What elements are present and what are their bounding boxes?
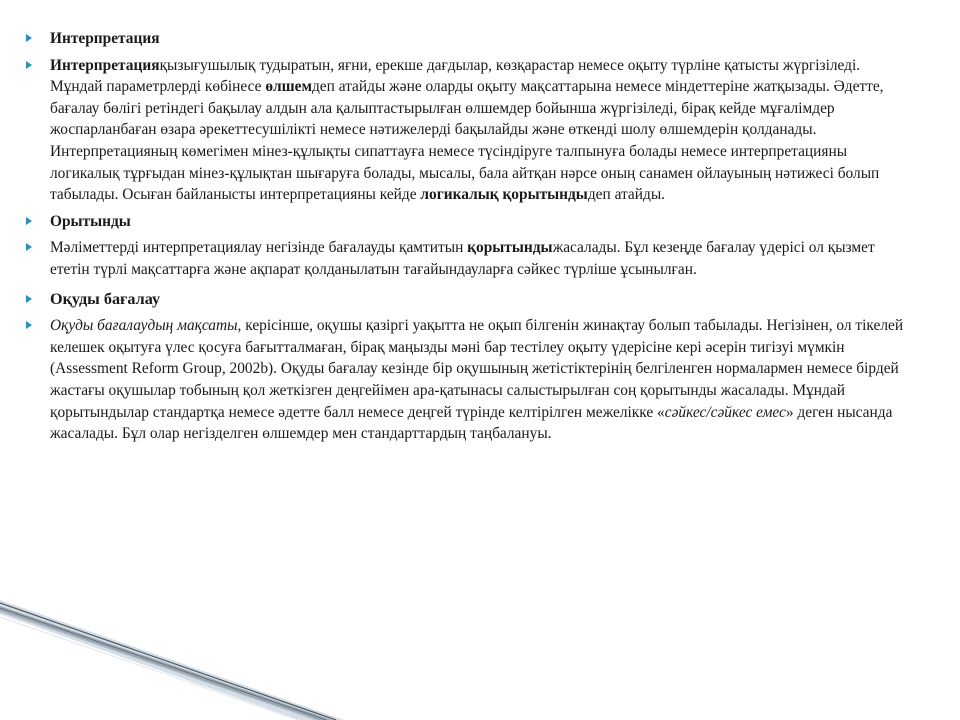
- paragraph-text: қызығушылық тудыратын, яғни, ерекше дағдылар, көзқарастар немесе оқыту түрліне қатысты жүргізіледі. Мұндай параметрлерді көбінесе: [50, 56, 861, 96]
- paragraph-text: , керісінше, оқушы қазіргі уақытта не оқып білгенін жинақтау болып табылады. Негізінен, ол тікелей келешек оқытуға үлес қосуға бағытталмаған, бірақ маңызды мәні бар тестілеу оқыту үдерісіне кері әсерін тигізуі мүмкін (Assessment Reform Group, 2002b). Оқуды бағалау кезінде бір оқушының жетістіктерінің белгіленген нормалармен немесе бірдей жастағы оқушылар тобының қол жеткізген деңгейімен ара-қатынасы салыстырылған соң қорытынды жасалады. Мұндай қорытындылар стандартқа немесе әдетте балл немесе деңгей түрінде келтірілген межелікке «: [50, 317, 904, 421]
- paragraph-text: деп атайды.: [587, 186, 666, 204]
- stripe-line-faint: [0, 617, 298, 720]
- bullet-arrow-icon: [26, 217, 32, 225]
- paragraph-text: Мәліметтерді интерпретациялау негізінде бағалауды қамтитын: [50, 239, 468, 257]
- stripe-line-light: [0, 611, 316, 720]
- bullet-arrow-icon: [26, 321, 32, 329]
- stripe-band-light: [0, 600, 344, 720]
- term-interpretation: Интерпретация: [50, 56, 160, 74]
- term-conclusion: қорытынды: [467, 239, 553, 257]
- stripe-line-dark-2: [0, 608, 326, 720]
- paragraph-conclusion: [26, 237, 910, 280]
- bullet-arrow-icon: [26, 295, 32, 303]
- paragraph-text: жасалады. Бұл кезеңде бағалау үдерісі ол қызмет ететін түрлі мақсаттарға және ақпарат қолданылатын тағайындауларға сәйкес түрліше ұсынылған.: [50, 239, 875, 278]
- term-assessment-purpose: Оқуды бағалаудың мақсаты: [50, 317, 238, 335]
- bullet-arrow-icon: [26, 34, 32, 42]
- bullet-heading-learning-assessment: [26, 289, 910, 311]
- bullet-heading-conclusion: [26, 211, 910, 233]
- stripe-band-mid: [0, 606, 332, 720]
- paragraph-text: деп атайды және оларды оқыту мақсаттарына немесе міндеттеріне жатқызады. Әдетте, бағалау бөлігі ретіндегі бақылау алдын ала қалыптастырылған өлшемдер бойынша жүргізіледі, бірақ кейде мұғалімдер жоспарланбаған өзара әрекеттесушілікті немесе нәтижелерді бақылайды және өткенді шолу өлшемдерін қолданады. Интерпретацияның көмегімен мінез-құлықты сипаттауға немесе түсіндіруге талпынуға болады немесе интерпретацияны логикалық тұрғыдан мінез-құлықтан шығаруға болады, мысалы, бала айтқан нәрсе оның санамен ойлауының нәтижесі болып табылады. Осыған байланысты интерпретацияны кейде: [50, 78, 884, 204]
- heading-conclusion: Орытынды: [50, 212, 131, 230]
- term-logical-conclusion: логикалық қорытынды: [420, 186, 588, 204]
- term-criterion: өлшем: [265, 78, 312, 96]
- heading-learning-assessment: Оқуды бағалау: [50, 289, 161, 308]
- slide-content: [26, 28, 910, 445]
- paragraph-text: » деген нысанда жасалады. Бұл олар негізделген өлшемдер мен стандарттардың таңбалануы.: [50, 403, 893, 443]
- bullet-heading-interpretation: [26, 28, 910, 50]
- bullet-arrow-icon: [26, 243, 32, 251]
- paragraph-learning-assessment: [26, 315, 910, 445]
- bullet-arrow-icon: [26, 61, 32, 69]
- term-matches-not-matches: сәйкес/сәйкес емес: [664, 403, 786, 421]
- paragraph-interpretation: [26, 55, 910, 206]
- heading-interpretation: Интерпретация: [50, 30, 160, 47]
- stripe-line-dark: [0, 603, 336, 720]
